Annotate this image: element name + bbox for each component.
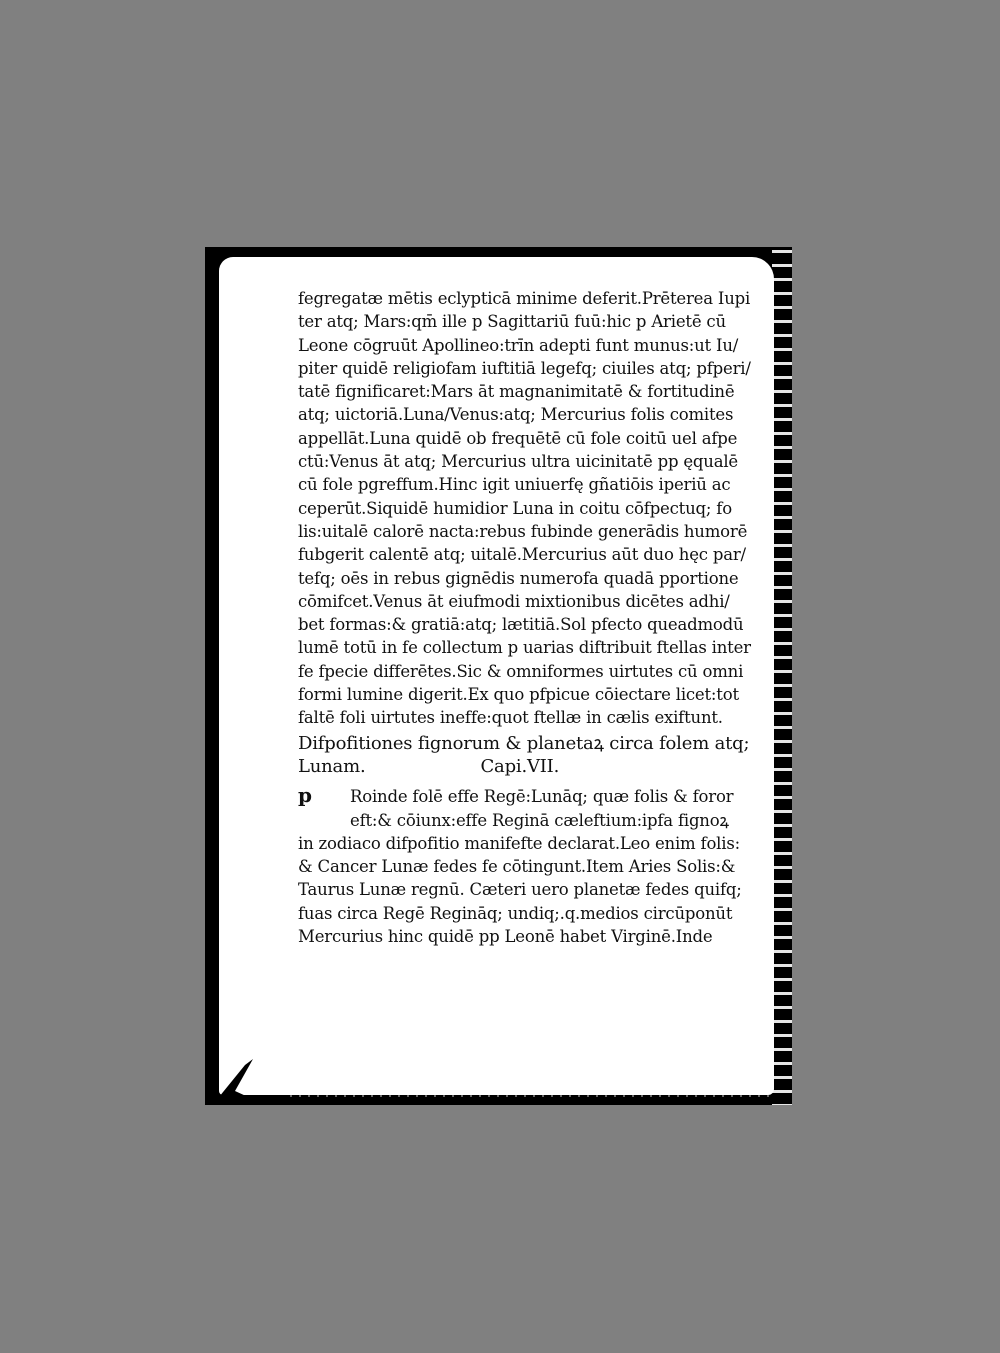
bottom-speckle [290, 1095, 770, 1097]
heading-lunam: Lunam. [298, 755, 366, 777]
left-binding-shadow [205, 247, 219, 1105]
text-line: & Cancer Lunæ fedes fe cōtingunt.Item Aries Solis:& [298, 857, 736, 877]
text-line: in zodiaco difpofitio manifefte declarat.Leo enim folis: [298, 833, 740, 853]
text-line: ctū:Venus āt atq; Mercurius ultra uicinitatē pp ęqualē [298, 452, 738, 472]
text-line: ter atq; Mars:qm̄ ille p Sagittariū fuū:hic p Arietē cū [298, 312, 726, 332]
corner-damage-mark [205, 1045, 257, 1105]
text-line: fegregatæ mētis eclypticā minime deferit.Prēterea Iupi [298, 289, 751, 308]
text-line: fubgerit calentē atq; uitalē.Mercurius aūt duo hęc par/ [298, 545, 746, 565]
right-edge-shadow [772, 247, 792, 1105]
text-line: cōmifcet.Venus āt eiufmodi mixtionibus dicētes adhi/ [298, 591, 730, 611]
text-line: tefq; oēs in rebus gignēdis numerofa quadā pportione [298, 568, 739, 588]
text-line: fe fpecie differētes.Sic & omniformes uirtutes cū omni [298, 661, 744, 681]
text-line: tatē fignificaret:Mars āt magnanimitatē & fortitudinē [298, 382, 735, 402]
text-line: lumē totū in fe collectum p uarias diftribuit ftellas inter [298, 638, 751, 658]
text-line: cū fole pgreffum.Hinc igit uniuerfę gñatiōis iperiū ac [298, 475, 731, 495]
text-line: piter quidē religiofam iuftitiā legefq; ciuiles atq; pfperi/ [298, 358, 751, 378]
text-line: ceperūt.Siquidē humidior Luna in coitu cōfpectuq; fo [298, 498, 732, 518]
text-line: bet formas:& gratiā:atq; lætitiā.Sol pfecto queadmodū [298, 615, 744, 635]
text-line: appellāt.Luna quidē ob frequētē cū fole coitū uel afpe [298, 428, 738, 448]
chapter-number: Capi.VII. [480, 755, 560, 777]
drop-capital: p [298, 784, 312, 808]
text-line-content: Roinde folē effe Regē:Lunāq; quæ folis & foror [350, 787, 734, 807]
body-text [298, 287, 768, 948]
text-line: Leone cōgruūt Apollineo:trīn adepti funt munus:ut Iu/ [298, 335, 739, 355]
text-line: formi lumine digerit.Ex quo pfpicue cōiectare licet:tot [298, 685, 739, 705]
text-line: faltē foli uirtutes ineffe:quot ftellæ in cælis exiftunt. [298, 708, 723, 728]
text-line [298, 784, 768, 808]
text-line: Mercurius hinc quidē pp Leonē habet Virginē.Inde [298, 927, 713, 947]
text-line: atq; uictoriā.Luna/Venus:atq; Mercurius folis comites [298, 405, 734, 425]
text-line: lis:uitalē calorē nacta:rebus fubinde generādis humorē [298, 521, 748, 541]
scanned-page [205, 247, 792, 1105]
text-line: fuas circa Regē Regināq; undiq;.q.medios circūponūt [298, 903, 733, 923]
text-line: eft:& cōiunx:effe Reginā cæleftium:ipfa fignoꝝ [350, 810, 729, 830]
chapter-heading: Difpofitiones fignorum & planetaꝝ circa folem atq; [298, 732, 750, 754]
text-line: Taurus Lunæ regnū. Cæteri uero planetæ fedes quifq; [298, 880, 742, 900]
chapter-heading-line2 [298, 755, 768, 778]
